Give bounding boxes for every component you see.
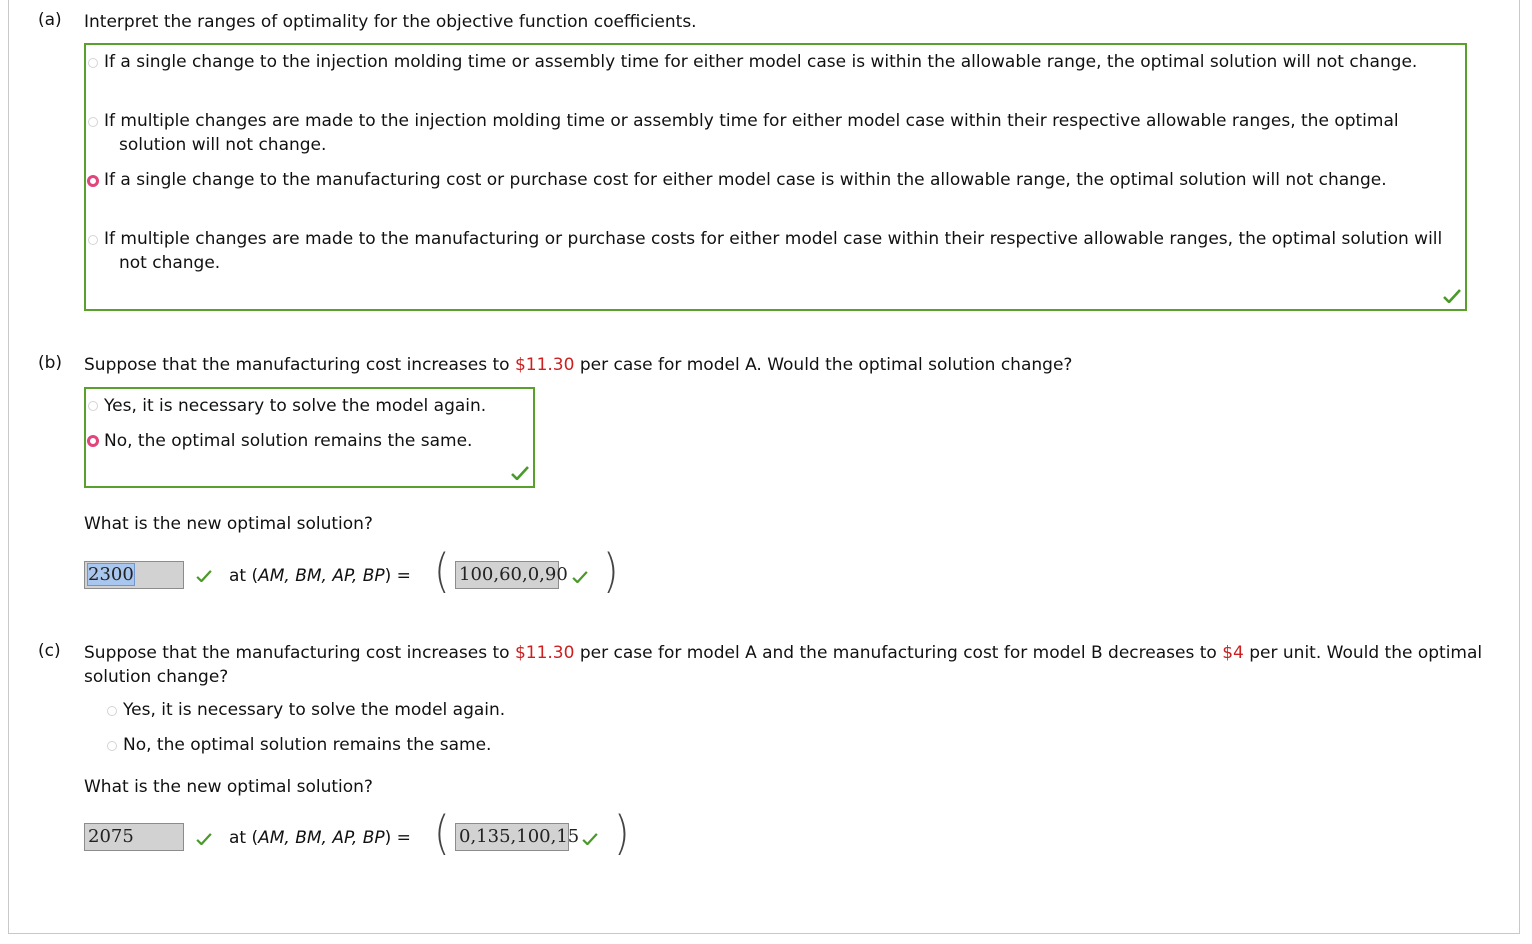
part-c-option-1[interactable] bbox=[113, 698, 613, 722]
part-a-option-4[interactable] bbox=[94, 227, 1454, 275]
part-c-solution-checkmark-icon bbox=[582, 833, 598, 845]
part-a-question: Interpret the ranges of optimality for the objective function coefficients. bbox=[84, 12, 697, 32]
part-c-question-amount-2: $4 bbox=[1222, 643, 1244, 663]
part-c-at-open: at ( bbox=[229, 828, 259, 848]
part-c-question-pre: Suppose that the manufacturing cost increases to bbox=[84, 643, 515, 663]
part-c-solution-field[interactable] bbox=[455, 823, 580, 851]
part-a-option-3-text: If a single change to the manufacturing cost or purchase cost for either model case is within the allowable range, the optimal solution will not change. bbox=[104, 170, 1387, 190]
part-b-at-close: ) = bbox=[384, 566, 411, 586]
part-c-question bbox=[84, 641, 1514, 689]
part-a-checkmark-icon bbox=[1443, 289, 1461, 303]
part-c-value-field[interactable] bbox=[84, 823, 184, 851]
part-b-label: (b) bbox=[38, 353, 63, 373]
part-c-at-close: ) = bbox=[384, 828, 411, 848]
part-b-question-amount: $11.30 bbox=[514, 355, 575, 375]
part-a-option-1-text: If a single change to the injection molding time or assembly time for either model case is within the allowable range, the optimal solution will not change. bbox=[104, 52, 1418, 72]
part-b-at-label bbox=[229, 564, 411, 588]
part-b-solution-checkmark-icon bbox=[572, 571, 588, 583]
part-c-option-1-text: Yes, it is necessary to solve the model again. bbox=[123, 700, 506, 720]
part-c-vars: AM, BM, AP, BP bbox=[258, 828, 385, 848]
part-b-option-1-text: Yes, it is necessary to solve the model again. bbox=[104, 396, 487, 416]
part-a-option-3[interactable] bbox=[94, 168, 1454, 192]
part-b-option-2[interactable] bbox=[94, 429, 524, 453]
part-a-option-1[interactable] bbox=[94, 50, 1454, 74]
part-c-option-2[interactable] bbox=[113, 733, 613, 757]
part-b-left-paren: ( bbox=[434, 545, 450, 599]
part-b-value-text: 2300 bbox=[88, 564, 134, 585]
part-c-at-label bbox=[229, 826, 411, 850]
part-c-solution-text: 0,135,100,15 bbox=[459, 826, 580, 847]
part-c-question-mid: per case for model A and the manufacturing cost for model B decreases to bbox=[574, 643, 1223, 663]
part-c-question-post: per unit. Would the optimal solution change? bbox=[84, 643, 1483, 687]
part-c-value-checkmark-icon bbox=[196, 833, 212, 845]
part-b-option-1[interactable] bbox=[94, 394, 524, 418]
part-b-question-post: per case for model A. Would the optimal solution change? bbox=[574, 355, 1073, 375]
part-c-question-amount-1: $11.30 bbox=[514, 643, 575, 663]
part-a-option-2[interactable] bbox=[94, 109, 1454, 157]
part-c-label: (c) bbox=[38, 641, 61, 661]
part-b-value-checkmark-icon bbox=[196, 570, 212, 582]
part-b-at-open: at ( bbox=[229, 566, 259, 586]
part-a-option-2-text: If multiple changes are made to the injection molding time or assembly time for either model case within their respective allowable ranges, the optimal solution will not change. bbox=[104, 111, 1399, 155]
part-b-right-paren: ) bbox=[603, 545, 619, 599]
part-b-option-2-text: No, the optimal solution remains the same. bbox=[104, 431, 473, 451]
part-b-question bbox=[84, 353, 1072, 377]
part-c-value-text: 2075 bbox=[88, 826, 134, 847]
part-c-right-paren: ) bbox=[614, 807, 630, 861]
part-a-label: (a) bbox=[38, 10, 62, 30]
part-b-value-field[interactable] bbox=[84, 561, 184, 589]
part-b-solution-text: 100,60,0,90 bbox=[459, 564, 568, 585]
part-b-question-pre: Suppose that the manufacturing cost increases to bbox=[84, 355, 515, 375]
part-a-option-4-text: If multiple changes are made to the manufacturing or purchase costs for either model case within their respective allowable ranges, the optimal solution will not change. bbox=[104, 229, 1443, 273]
part-b-vars: AM, BM, AP, BP bbox=[258, 566, 385, 586]
part-c-option-2-text: No, the optimal solution remains the same. bbox=[123, 735, 492, 755]
part-b-checkmark-icon bbox=[511, 466, 529, 480]
part-b-solution-field[interactable] bbox=[455, 561, 568, 589]
part-c-left-paren: ( bbox=[434, 807, 450, 861]
part-c-followup: What is the new optimal solution? bbox=[84, 777, 373, 797]
part-b-followup: What is the new optimal solution? bbox=[84, 514, 373, 534]
